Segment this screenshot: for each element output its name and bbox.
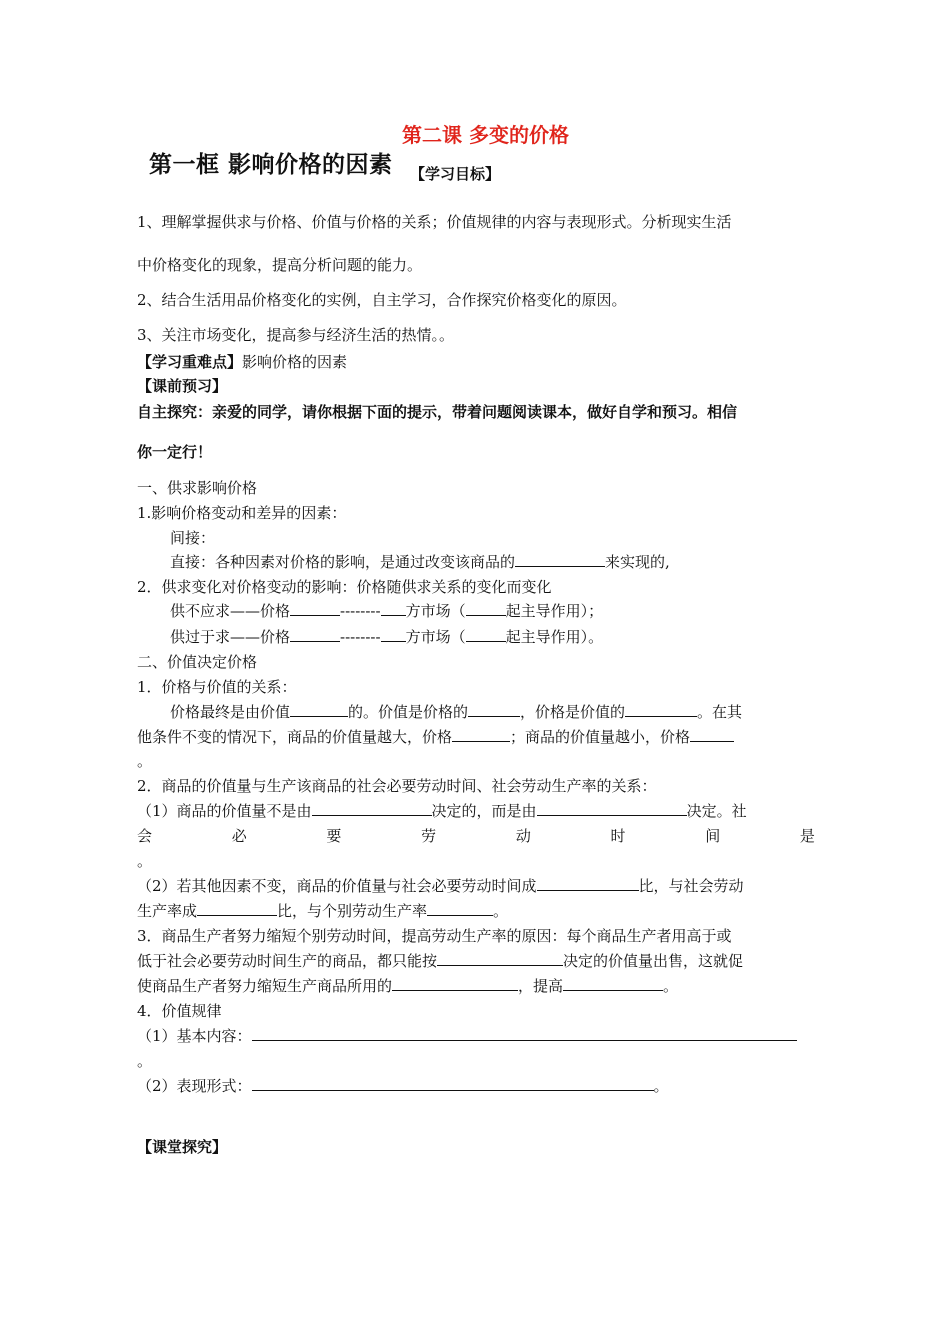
pa1: 价格最终是由价值 bbox=[170, 703, 291, 721]
spaced-char: 间 bbox=[705, 827, 721, 845]
section-subtitle: 第一框 影响价格的因素 bbox=[149, 151, 393, 178]
preview-intro-b: 你一定行！ bbox=[137, 443, 213, 461]
preview-heading: 【课前预习】 bbox=[137, 377, 228, 395]
s1-line-spaced bbox=[137, 826, 815, 846]
law-content-end: 。 bbox=[137, 1052, 153, 1070]
spaced-char: 是 bbox=[799, 827, 815, 845]
c2-label: （2）表现形式： bbox=[137, 1077, 252, 1095]
q3-line-b bbox=[137, 951, 743, 971]
part1-q2: 2．供求变化对价格变动的影响：价格随供求关系的变化而变化 bbox=[137, 578, 552, 596]
blank-field[interactable] bbox=[290, 601, 340, 616]
law-content bbox=[137, 1026, 797, 1046]
direct-pre: 直接：各种因素对价格的影响，是通过改变该商品的 bbox=[170, 553, 516, 571]
objective-1a: 1、理解掌握供求与价格、价值与价格的关系；价值规律的内容与表现形式。分析现实生活 bbox=[137, 213, 732, 231]
q3-line-c bbox=[137, 976, 678, 996]
blank-field[interactable] bbox=[312, 801, 432, 816]
blank-field[interactable] bbox=[515, 552, 605, 567]
blank-field[interactable] bbox=[563, 976, 663, 991]
q3b1: 低于社会必要劳动时间生产的商品，都只能按 bbox=[137, 952, 438, 970]
supply-row-2 bbox=[170, 627, 603, 647]
classroom-heading: 【课堂探究】 bbox=[137, 1138, 228, 1156]
s2-line-b bbox=[137, 901, 508, 921]
s2b: 比，与社会劳动 bbox=[638, 877, 744, 895]
blank-field[interactable] bbox=[468, 702, 520, 717]
pa2: 的。价值是价格的 bbox=[348, 703, 469, 721]
s2c: 生产率成 bbox=[137, 902, 198, 920]
blank-field[interactable] bbox=[252, 1026, 797, 1041]
s1-end: 。 bbox=[137, 852, 153, 870]
row2-mid: 方市场（ bbox=[405, 628, 466, 646]
spaced-char: 动 bbox=[515, 827, 531, 845]
spaced-char: 劳 bbox=[421, 827, 437, 845]
part1-heading: 一、供求影响价格 bbox=[137, 479, 258, 497]
blank-field[interactable] bbox=[437, 951, 563, 966]
blank-field[interactable] bbox=[452, 727, 510, 742]
q4-heading: 4．价值规律 bbox=[137, 1002, 222, 1020]
spaced-char: 时 bbox=[610, 827, 626, 845]
pb2: ；商品的价值量越小，价格 bbox=[510, 728, 691, 746]
blank-field[interactable] bbox=[690, 727, 734, 742]
blank-field[interactable] bbox=[392, 976, 518, 991]
c2-end: 。 bbox=[653, 1077, 669, 1095]
blank-field[interactable] bbox=[381, 601, 406, 616]
supply-row-1 bbox=[170, 601, 603, 621]
part2-q2: 2．商品的价值量与生产该商品的社会必要劳动时间、社会劳动生产率的关系： bbox=[137, 777, 657, 795]
blank-field[interactable] bbox=[290, 627, 340, 642]
part1-direct bbox=[170, 552, 670, 572]
row2-pre: 供过于求——价格 bbox=[170, 628, 291, 646]
blank-field[interactable] bbox=[466, 627, 506, 642]
blank-field[interactable] bbox=[625, 702, 697, 717]
pa3: ，价格是价值的 bbox=[520, 703, 626, 721]
blank-field[interactable] bbox=[197, 901, 277, 916]
s2e: 。 bbox=[493, 902, 509, 920]
row1-pre: 供不应求——价格 bbox=[170, 602, 291, 620]
blank-field[interactable] bbox=[537, 801, 687, 816]
part2-q1: 1．价格与价值的关系： bbox=[137, 678, 297, 696]
price-value-line-a bbox=[170, 702, 742, 722]
s2a: （2）若其他因素不变，商品的价值量与社会必要劳动时间成 bbox=[137, 877, 537, 895]
row1-post: 起主导作用）； bbox=[505, 602, 604, 620]
objectives-heading: 【学习目标】 bbox=[410, 165, 501, 183]
part1-indirect: 间接： bbox=[170, 529, 216, 547]
law-form bbox=[137, 1076, 669, 1096]
s2-line-a bbox=[137, 876, 744, 896]
q3c2: ，提高 bbox=[518, 977, 564, 995]
spaced-char: 必 bbox=[231, 827, 247, 845]
row1-mid: 方市场（ bbox=[405, 602, 466, 620]
blank-field[interactable] bbox=[381, 627, 406, 642]
s2d: 比，与个别劳动生产率 bbox=[277, 902, 428, 920]
s1a: （1）商品的价值量不是由 bbox=[137, 802, 312, 820]
q3c1: 使商品生产者努力缩短生产商品所用的 bbox=[137, 977, 393, 995]
preview-intro-a: 自主探究：亲爱的同学，请你根据下面的提示，带着问题阅读课本，做好自学和预习。相信 bbox=[137, 403, 738, 421]
key-points-text: 影响价格的因素 bbox=[242, 353, 348, 371]
s1b: 决定的，而是由 bbox=[431, 802, 537, 820]
key-points bbox=[137, 352, 347, 372]
objective-2: 2、结合生活用品价格变化的实例，自主学习，合作探究价格变化的原因。 bbox=[137, 291, 627, 309]
direct-post: 来实现的, bbox=[605, 553, 670, 571]
key-points-label: 【学习重难点】 bbox=[137, 353, 243, 371]
row2-post: 起主导作用）。 bbox=[505, 628, 604, 646]
c1-label: （1）基本内容： bbox=[137, 1027, 252, 1045]
blank-field[interactable] bbox=[252, 1076, 654, 1091]
q3c3: 。 bbox=[663, 977, 679, 995]
spaced-char: 要 bbox=[326, 827, 342, 845]
part1-q1: 1.影响价格变动和差异的因素： bbox=[137, 504, 347, 522]
pb1: 他条件不变的情况下，商品的价值量越大，价格 bbox=[137, 728, 453, 746]
row2-dash: -------- bbox=[340, 628, 381, 646]
spaced-char: 会 bbox=[137, 827, 153, 845]
blank-field[interactable] bbox=[427, 901, 493, 916]
objective-1b: 中价格变化的现象，提高分析问题的能力。 bbox=[137, 256, 423, 274]
objective-3: 3、关注市场变化，提高参与经济生活的热情。。 bbox=[137, 326, 455, 344]
s1c: 决定。社 bbox=[686, 802, 747, 820]
price-value-line-c: 。 bbox=[137, 752, 153, 770]
q3-line-a: 3．商品生产者努力缩短个别劳动时间，提高劳动生产率的原因：每个商品生产者用高于或 bbox=[137, 927, 732, 945]
row1-dash: -------- bbox=[340, 602, 381, 620]
q3b2: 决定的价值量出售，这就促 bbox=[563, 952, 744, 970]
blank-field[interactable] bbox=[537, 876, 639, 891]
price-value-line-b bbox=[137, 727, 734, 747]
blank-field[interactable] bbox=[290, 702, 348, 717]
page-title: 第二课 多变的价格 bbox=[402, 123, 569, 147]
pa4: 。在其 bbox=[697, 703, 743, 721]
part2-heading: 二、价值决定价格 bbox=[137, 653, 258, 671]
blank-field[interactable] bbox=[466, 601, 506, 616]
s1-line-a bbox=[137, 801, 747, 821]
